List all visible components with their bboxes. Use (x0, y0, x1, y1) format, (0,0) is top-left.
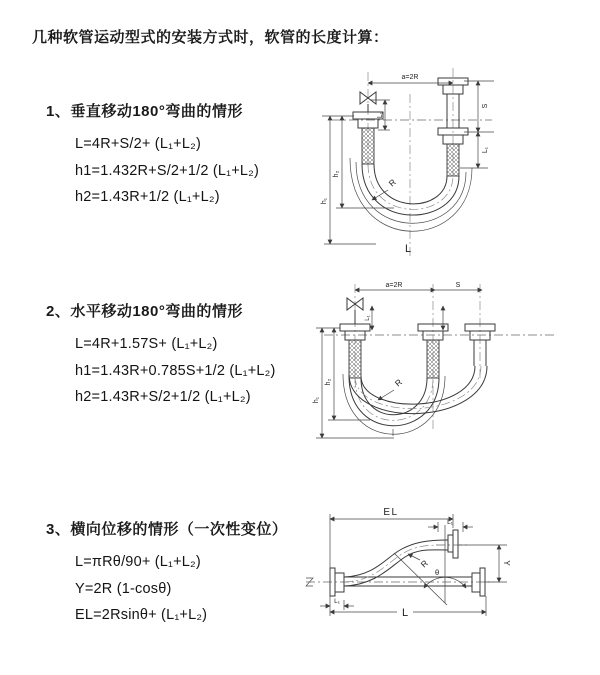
formula-Y: Y=2R (1-cosθ) (75, 580, 172, 597)
dim-l1-top (428, 519, 473, 532)
section-3-formulas (75, 549, 287, 629)
dim-label-s: S (455, 282, 461, 289)
horizontal-bend-diagram (306, 280, 598, 468)
dim-l1-flanges (365, 306, 443, 330)
section-1-heading: 1、垂直移动180°弯曲的情形 (46, 103, 243, 120)
dim-label-l1-left: L₁ (377, 111, 384, 119)
dim-label-r: R (392, 376, 404, 389)
formula-h2: h2=1.43R+1/2 (L₁+L₂) (75, 189, 220, 205)
formula-L: L=πRθ/90+ (L₁+L₂) (75, 554, 201, 570)
dim-label-el: EL (383, 507, 399, 518)
dim-l1-left (370, 100, 390, 130)
dim-label-r: R (418, 557, 430, 570)
dim-top (355, 282, 482, 290)
dim-label-a2r: a=2R (401, 74, 419, 81)
formula-h1: h1=1.432R+S/2+1/2 (L₁+L₂) (75, 162, 260, 179)
formula-EL: EL=2Rsinθ+ (L₁+L₂) (75, 607, 208, 623)
section-3 (46, 521, 287, 629)
dim-label-s: S (482, 103, 489, 109)
left-riser (340, 324, 370, 378)
dim-label-r: R (386, 176, 398, 189)
formula-L: L=4R+S/2+ (L₁+L₂) (75, 136, 201, 152)
section-1-formulas (75, 131, 259, 211)
dim-label-l1: L₁ (365, 315, 371, 321)
dim-label-l: L (404, 243, 412, 255)
dim-label-a2r: a=2R (385, 282, 403, 289)
angle-construction (394, 525, 466, 605)
section-2-heading: 2、水平移动180°弯曲的情形 (46, 303, 243, 320)
dim-l1-bottom (320, 598, 354, 610)
left-hose-braid (362, 128, 374, 164)
dim-right (460, 81, 494, 168)
displaced-flange-plate (453, 530, 458, 558)
radius-callout (408, 554, 430, 569)
centerlines (306, 545, 494, 586)
section-1 (46, 103, 259, 211)
formula-L: L=4R+1.57S+ (L₁+L₂) (75, 336, 218, 352)
dim-label-y: Y (502, 560, 511, 566)
dim-l (330, 596, 486, 619)
dim-label-theta: θ (435, 568, 440, 577)
middle-hose-braid (427, 340, 439, 378)
formula-h1: h1=1.43R+0.785S+1/2 (L₁+L₂) (75, 362, 276, 379)
left-hose-braid (349, 340, 361, 378)
section-2 (46, 303, 276, 411)
dim-label-h2: h₂ (325, 378, 332, 386)
section-2-formulas (75, 331, 276, 411)
lateral-displacement-diagram (296, 496, 600, 658)
section-3-heading: 3、横向位移的情形（一次性变位） (46, 521, 288, 538)
middle-riser (418, 324, 448, 378)
displaced-flange-hub (448, 535, 453, 552)
radius-callout (372, 177, 398, 200)
right-hose-braid (447, 144, 459, 176)
dim-label-l1-right: L₁ (482, 146, 489, 154)
dim-label-l1-bottom: L₁ (334, 598, 340, 605)
dim-label-l1-top: L₁ (447, 519, 453, 526)
dim-label-h1: h₁ (313, 396, 320, 404)
radius-callout (378, 377, 404, 400)
dim-heights (321, 116, 394, 244)
dim-label-h2: h₂ (333, 170, 340, 178)
dim-label-l: L (401, 607, 409, 619)
formula-h2: h2=1.43R+S/2+1/2 (L₁+L₂) (75, 389, 251, 405)
vertical-bend-diagram (306, 66, 592, 266)
hose-arcs-position-2 (349, 366, 487, 436)
page-title: 几种软管运动型式的安装方式时，软管的长度计算： (32, 29, 389, 46)
dim-label-h1: h₁ (321, 197, 328, 205)
